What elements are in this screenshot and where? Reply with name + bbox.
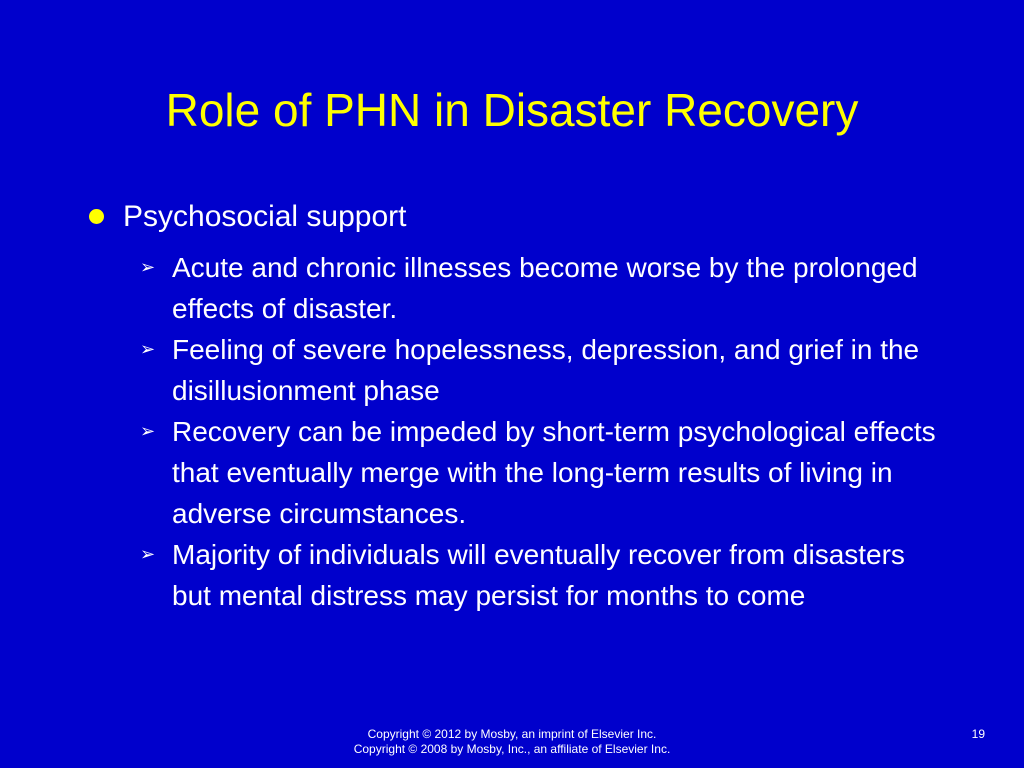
sub-bullet-item [140, 329, 940, 411]
sub-bullet-item [140, 247, 940, 329]
copyright-line-2: Copyright © 2008 by Mosby, Inc., an affiliate of Elsevier Inc. [353, 742, 671, 756]
sub-bullet-text: Acute and chronic illnesses become worse by the prolonged effects of disaster. [172, 252, 918, 324]
arrow-bullet-icon: ➢ [140, 544, 156, 564]
main-bullet-text: Psychosocial support [123, 200, 407, 233]
arrow-bullet-icon: ➢ [140, 257, 156, 277]
copyright-line-1: Copyright © 2012 by Mosby, an imprint of Elsevier Inc. [367, 727, 657, 741]
sub-bullet-text: Majority of individuals will eventually recover from disasters but mental distress may persist for months to come [172, 539, 905, 611]
sub-bullet-text: Feeling of severe hopelessness, depression, and grief in the disillusionment phase [172, 334, 920, 406]
main-bullet [89, 198, 949, 236]
sub-bullet-item [140, 411, 940, 534]
slide-title: Role of PHN in Disaster Recovery [165, 84, 859, 136]
arrow-bullet-icon: ➢ [140, 421, 156, 441]
sub-bullet-item [140, 534, 940, 616]
arrow-bullet-icon: ➢ [140, 339, 156, 359]
sub-bullet-list [140, 247, 940, 616]
sub-bullet-text: Recovery can be impeded by short-term psychological effects that eventually merge with the long-term results of living in adverse circumstances. [172, 416, 936, 529]
page-number: 19 [971, 727, 985, 741]
bullet-dot-icon [89, 209, 104, 224]
copyright-footer [0, 727, 1024, 757]
